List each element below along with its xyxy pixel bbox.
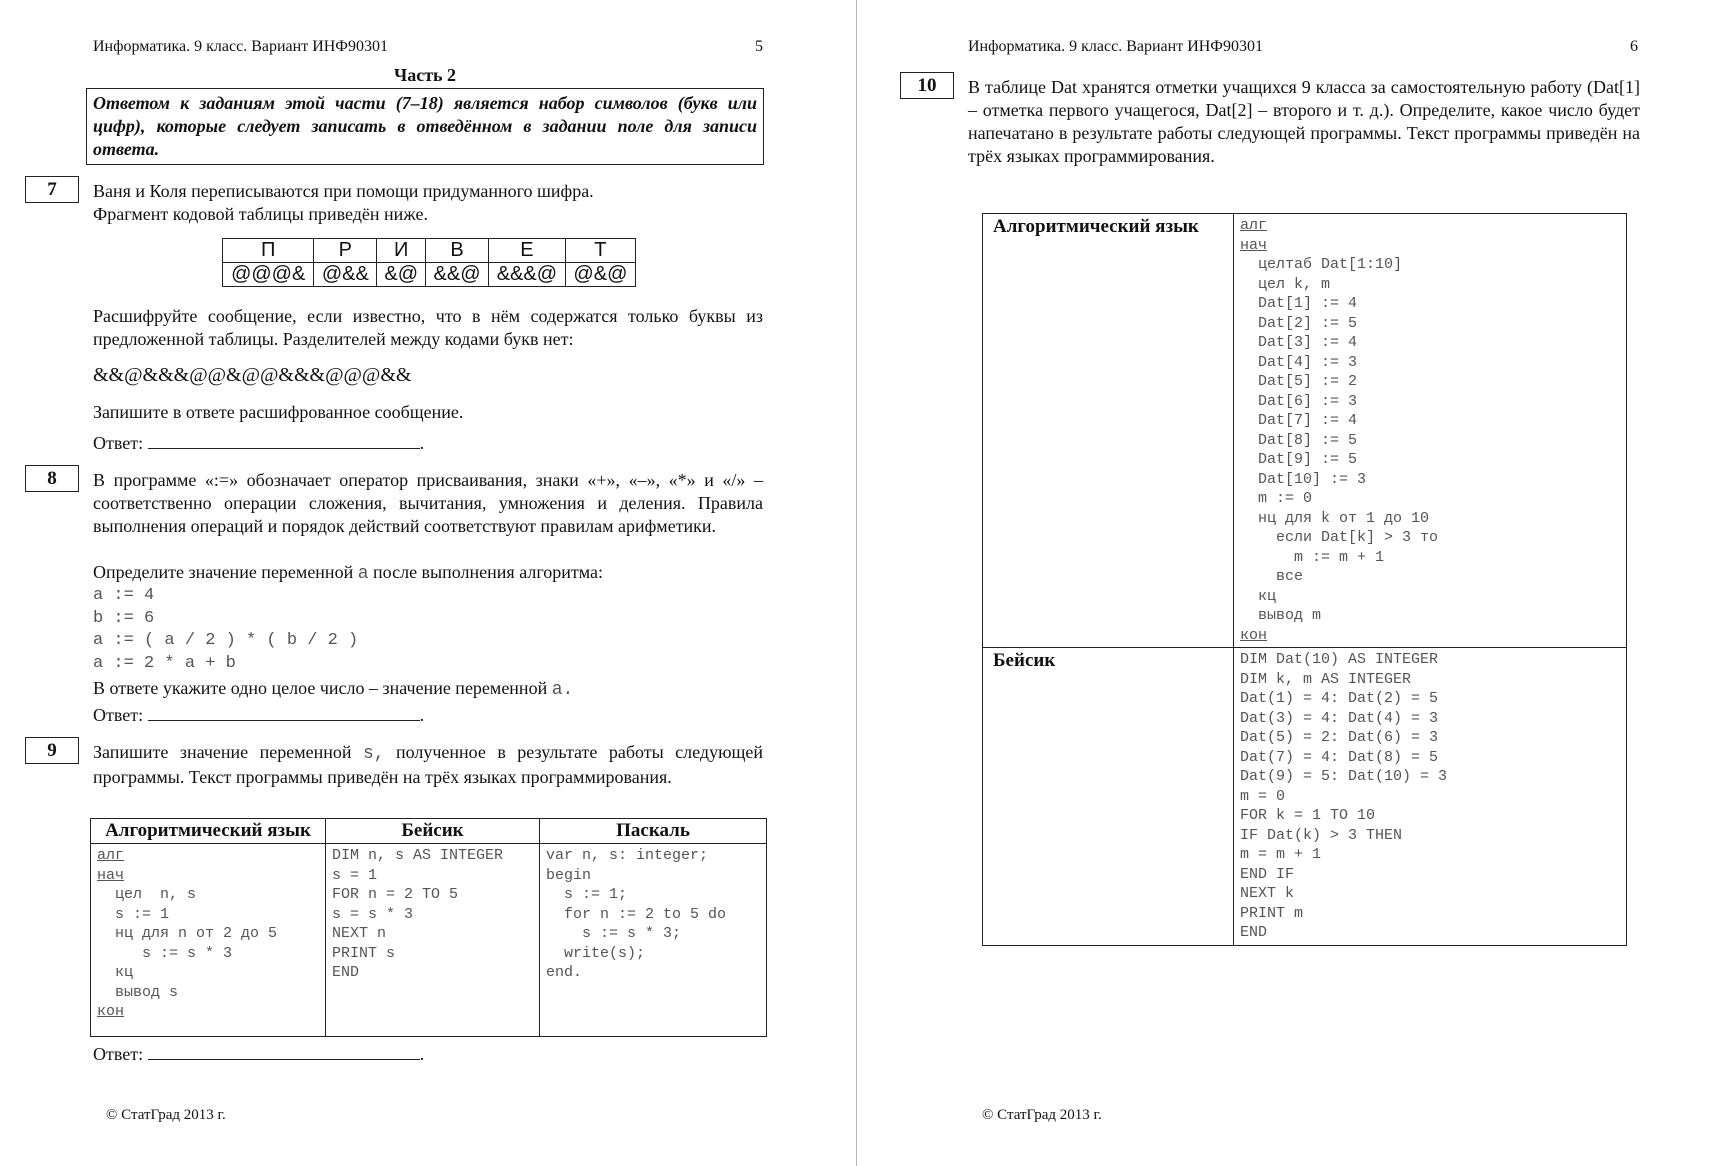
- algo-code-10: алг нач целтаб Dat[1:10] цел k, m Dat[1] := 4 Dat[2] := 5 Dat[3] := 4 Dat[4] := 3 Dat[5] := 2 Dat[6] := 3 Dat[7] := 4 Dat[8] := 5 Dat[9] := 5 Dat[10] := 3 m := 0 нц для k от 1 до 10 если Dat[k] > 3 то m := m + 1 все кц вывод m кон: [1234, 214, 1627, 648]
- header-basic: Бейсик: [326, 819, 540, 844]
- part-note: Ответом к заданиям этой части (7–18) является набор символов (букв или цифр), которые следует записать в отведённом в задании поле для записи ответа.: [86, 88, 764, 165]
- answer-line[interactable]: [148, 704, 420, 721]
- task-7-number: 7: [25, 176, 79, 203]
- cipher-codes-row: @@@& @&& &@ &&@ &&&@ @&@: [223, 263, 636, 287]
- task-9-number: 9: [25, 737, 79, 764]
- pascal-code: var n, s: integer; begin s := 1; for n := 2 to 5 do s := s * 3; write(s); end.: [540, 844, 767, 1037]
- task-9-answer: Ответ: .: [93, 1044, 425, 1064]
- task-7-intro: Ваня и Коля переписываются при помощи придуманного шифра. Фрагмент кодовой таблицы приведён ниже.: [93, 181, 594, 224]
- basic-label: Бейсик: [983, 648, 1234, 946]
- task-9-code-table: [90, 818, 767, 1037]
- task-7-message: &&@&&&@@&@@&&&@@@&&: [93, 364, 412, 386]
- header-algo: Алгоритмический язык: [91, 819, 326, 844]
- task-10-code-table: [982, 213, 1627, 946]
- task-8-question: Определите значение переменной a после выполнения алгоритма:: [93, 562, 604, 584]
- task-8-number: 8: [25, 465, 79, 492]
- right-footer: © СтатГрад 2013 г.: [982, 1107, 1102, 1123]
- right-header: Информатика. 9 класс. Вариант ИНФ90301: [968, 38, 1263, 55]
- left-page-number: 5: [755, 38, 763, 55]
- algo-label: Алгоритмический язык: [983, 214, 1234, 648]
- task-9-text: Запишите значение переменной s, полученное в результате работы следующей программы. Текст программы приведён на трёх языках программирования.: [93, 742, 763, 787]
- cipher-letters-row: П Р И В Е Т: [223, 239, 636, 263]
- basic-code: DIM n, s AS INTEGER s = 1 FOR n = 2 TO 5 s = s * 3 NEXT n PRINT s END: [326, 844, 540, 1037]
- task-8-text: В программе «:=» обозначает оператор присваивания, знаки «+», «–», «*» и «/» – соответственно операции сложения, вычитания, умножения и деления. Правила выполнения операций и порядок действий соответствуют правилам арифметики.: [93, 470, 763, 536]
- left-header: Информатика. 9 класс. Вариант ИНФ90301: [93, 38, 388, 55]
- cipher-table: [222, 238, 636, 287]
- left-footer: © СтатГрад 2013 г.: [106, 1107, 226, 1123]
- basic-code-10: DIM Dat(10) AS INTEGER DIM k, m AS INTEGER Dat(1) = 4: Dat(2) = 5 Dat(3) = 4: Dat(4) = 3 Dat(5) = 2: Dat(6) = 3 Dat(7) = 4: Dat(8) = 5 Dat(9) = 5: Dat(10) = 3 m = 0 FOR k = 1 TO 10 IF Dat(k) > 3 THEN m = m + 1 END IF NEXT k PRINT m END: [1234, 648, 1627, 946]
- task-8-instruction: В ответе укажите одно целое число – значение переменной a.: [93, 678, 574, 700]
- task-10-number: 10: [900, 72, 954, 99]
- task-7-answer: Ответ: .: [93, 433, 425, 453]
- task-8-code: a := 4 b := 6 a := ( a / 2 ) * ( b / 2 ) a := 2 * a + b: [93, 586, 359, 673]
- task-10-text: В таблице Dat хранятся отметки учащихся 9 класса за самостоятельную работу (Dat[1] – отметка первого учащегося, Dat[2] – второго и т. д.). Определите, какое число будет напечатано в результате работы следующей программы. Текст программы приведён на трёх языках программирования.: [968, 77, 1640, 166]
- page-divider: [856, 0, 857, 1166]
- right-page-number: 6: [1630, 38, 1638, 55]
- part-title: Часть 2: [394, 65, 457, 85]
- algo-code: алг нач цел n, s s := 1 нц для n от 2 до 5 s := s * 3 кц вывод s кон: [91, 844, 326, 1037]
- task-7-text: Расшифруйте сообщение, если известно, что в нём содержатся только буквы из предложенной таблицы. Разделителей между кодами букв нет:: [93, 306, 763, 349]
- answer-line[interactable]: [148, 1043, 420, 1060]
- answer-line[interactable]: [148, 432, 420, 449]
- task-7-instruction: Запишите в ответе расшифрованное сообщение.: [93, 402, 464, 422]
- task-8-answer: Ответ: .: [93, 705, 425, 725]
- header-pascal: Паскаль: [540, 819, 767, 844]
